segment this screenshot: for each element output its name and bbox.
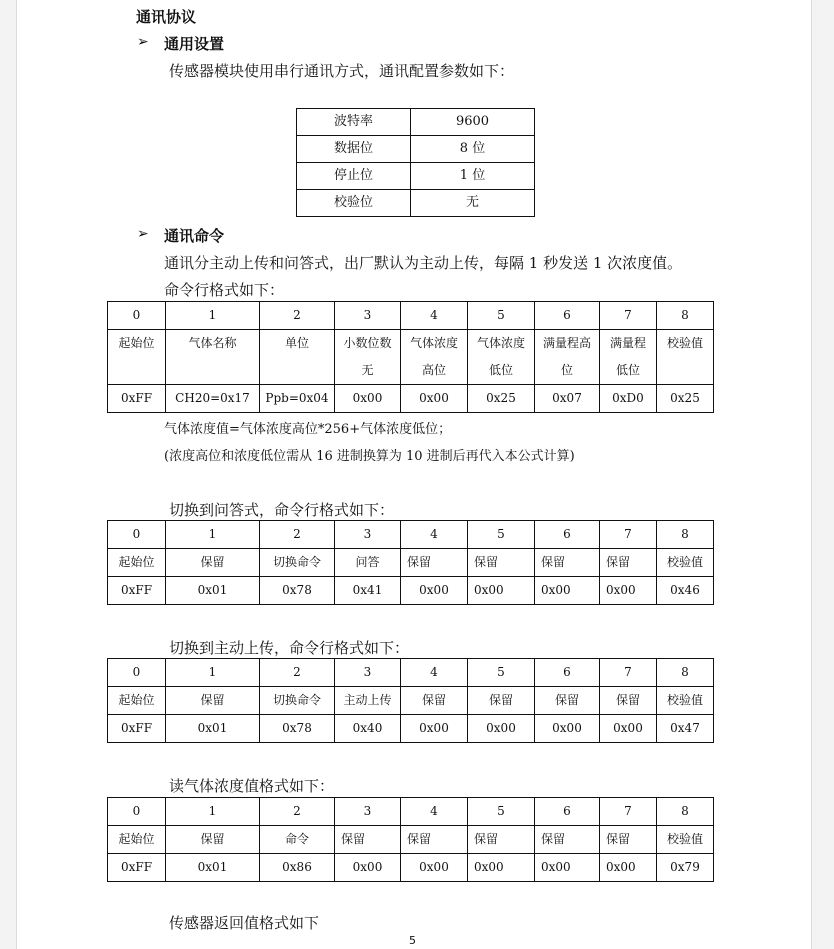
table-cell: 0xFF — [108, 715, 166, 743]
index-row — [108, 659, 714, 687]
table-cell: 保留 — [401, 687, 468, 715]
cell-line: 气体名称 — [188, 336, 237, 350]
table-cell — [468, 330, 535, 385]
table-cell: 0xFF — [108, 854, 166, 882]
label-row — [108, 549, 714, 577]
qa-switch-table — [107, 520, 714, 605]
cell-line: 低位 — [615, 363, 640, 377]
page-number: 5 — [409, 934, 416, 947]
table-cell: 0x00 — [600, 854, 657, 882]
table-cell: 保留 — [600, 549, 657, 577]
commands-description: 通讯分主动上传和问答式，出厂默认为主动上传，每隔 1 秒发送 1 次浓度值。 — [164, 254, 683, 272]
table-cell: 起始位 — [108, 687, 166, 715]
table-cell: 1 — [166, 302, 260, 330]
table-cell: 7 — [600, 521, 657, 549]
table-cell: 4 — [401, 659, 468, 687]
table-cell — [108, 330, 166, 385]
table-cell: 0x78 — [260, 715, 335, 743]
table-cell: 5 — [468, 659, 535, 687]
table-cell: 保留 — [401, 549, 468, 577]
table-cell: 0x00 — [468, 854, 535, 882]
table-cell: 保留 — [600, 826, 657, 854]
index-row — [108, 302, 714, 330]
table-cell: 0x07 — [535, 385, 600, 413]
table-cell: 0x25 — [657, 385, 714, 413]
table-cell — [335, 330, 401, 385]
table-cell: 2 — [260, 302, 335, 330]
table-cell: 6 — [535, 659, 600, 687]
table-cell — [535, 330, 600, 385]
table-cell: 0 — [108, 798, 166, 826]
config-value: 1 位 — [411, 163, 535, 190]
cell-line: 位 — [560, 363, 573, 377]
config-value: 9600 — [411, 109, 535, 136]
return-value-caption: 传感器返回值格式如下 — [169, 914, 320, 932]
table-cell: 4 — [401, 302, 468, 330]
table-cell: 0x40 — [335, 715, 401, 743]
table-cell: 8 — [657, 659, 714, 687]
cell-line: 满量程高 — [542, 336, 591, 350]
config-row — [297, 136, 535, 163]
table-cell: 0x00 — [401, 715, 468, 743]
cell-line: 起始位 — [118, 336, 155, 350]
table-cell: 0x47 — [657, 715, 714, 743]
read-value-table — [107, 797, 714, 882]
cell-line: 满量程 — [609, 336, 646, 350]
table-cell: 0x00 — [401, 854, 468, 882]
cell-line — [108, 357, 165, 384]
label-row — [108, 687, 714, 715]
table-cell: 0 — [108, 521, 166, 549]
table-cell: 3 — [335, 521, 401, 549]
table-cell: 4 — [401, 798, 468, 826]
config-label: 校验位 — [297, 190, 411, 217]
table-cell: 0x41 — [335, 577, 401, 605]
table-cell: 0xFF — [108, 577, 166, 605]
section-title: 通讯协议 — [136, 8, 197, 26]
cell-line: 低位 — [488, 363, 513, 377]
cell-line: 气体浓度 — [409, 336, 458, 350]
table-cell: Ppb=0x04 — [260, 385, 335, 413]
table-cell: 5 — [468, 521, 535, 549]
config-value: 8 位 — [411, 136, 535, 163]
table-cell: 0x79 — [657, 854, 714, 882]
label-row — [108, 826, 714, 854]
value-row — [108, 577, 714, 605]
table-cell: 校验值 — [657, 826, 714, 854]
formula-note: (浓度高位和浓度低位需从 16 进制换算为 10 进制后再代入本公式计算) — [164, 449, 575, 464]
cell-line — [657, 357, 713, 384]
config-row — [297, 109, 535, 136]
table-cell: 0x00 — [535, 715, 600, 743]
general-intro-text: 传感器模块使用串行通讯方式，通讯配置参数如下： — [169, 62, 515, 80]
commands-heading: 通讯命令 — [164, 227, 225, 245]
table-cell: 校验值 — [657, 687, 714, 715]
table-cell — [401, 330, 468, 385]
table-cell: 保留 — [166, 549, 260, 577]
command-format-caption: 命令行格式如下： — [164, 281, 285, 299]
table-cell: 0x00 — [535, 577, 600, 605]
serial-config-table — [296, 108, 535, 217]
table-cell: 0x00 — [401, 577, 468, 605]
table-cell: 4 — [401, 521, 468, 549]
table-cell — [600, 330, 657, 385]
config-label: 数据位 — [297, 136, 411, 163]
table-cell: 1 — [166, 659, 260, 687]
config-label: 波特率 — [297, 109, 411, 136]
table-cell: 0x00 — [335, 854, 401, 882]
command-format-table — [107, 301, 714, 413]
cell-line: 小数位数 — [343, 336, 392, 350]
table-cell: 保留 — [166, 826, 260, 854]
table-cell: 0x00 — [600, 715, 657, 743]
config-row — [297, 190, 535, 217]
table-cell — [657, 330, 714, 385]
table-cell: 切换命令 — [260, 687, 335, 715]
table-cell: 8 — [657, 521, 714, 549]
table-cell: 6 — [535, 798, 600, 826]
table-cell: 保留 — [535, 549, 600, 577]
table-cell: 1 — [166, 798, 260, 826]
value-row — [108, 854, 714, 882]
table-cell: 校验值 — [657, 549, 714, 577]
table-cell: 3 — [335, 798, 401, 826]
table-cell: 0x86 — [260, 854, 335, 882]
cell-line: 无 — [361, 363, 374, 377]
general-settings-heading: 通用设置 — [164, 35, 225, 53]
table-cell: 8 — [657, 302, 714, 330]
table-cell: 0x01 — [166, 715, 260, 743]
table-cell: 7 — [600, 302, 657, 330]
table-cell: CH20=0x17 — [166, 385, 260, 413]
table-cell: 1 — [166, 521, 260, 549]
cell-line: 气体浓度 — [476, 336, 525, 350]
qa-switch-caption: 切换到问答式，命令行格式如下： — [169, 501, 395, 519]
cell-line: 校验值 — [666, 336, 703, 350]
value-row — [108, 715, 714, 743]
bullet-arrow-icon: ➢ — [137, 34, 149, 50]
table-cell: 0x25 — [468, 385, 535, 413]
table-cell: 5 — [468, 302, 535, 330]
config-label: 停止位 — [297, 163, 411, 190]
table-cell — [166, 330, 260, 385]
table-cell: 命令 — [260, 826, 335, 854]
table-cell: 问答 — [335, 549, 401, 577]
table-cell: 0x00 — [401, 385, 468, 413]
table-cell: 保留 — [468, 826, 535, 854]
cell-line: 单位 — [284, 336, 309, 350]
value-row — [108, 385, 714, 413]
table-cell: 6 — [535, 521, 600, 549]
table-cell: 5 — [468, 798, 535, 826]
table-cell: 2 — [260, 521, 335, 549]
active-switch-table — [107, 658, 714, 743]
cell-line: 高位 — [421, 363, 446, 377]
formula-text: 气体浓度值=气体浓度高位*256+气体浓度低位； — [164, 422, 452, 437]
table-cell: 保留 — [468, 549, 535, 577]
table-cell: 0x00 — [468, 577, 535, 605]
table-cell: 保留 — [468, 687, 535, 715]
table-cell: 起始位 — [108, 549, 166, 577]
config-value: 无 — [411, 190, 535, 217]
table-cell: 3 — [335, 302, 401, 330]
table-cell: 保留 — [535, 826, 600, 854]
table-cell: 0xD0 — [600, 385, 657, 413]
table-cell: 保留 — [535, 687, 600, 715]
table-cell: 保留 — [335, 826, 401, 854]
table-cell: 主动上传 — [335, 687, 401, 715]
table-cell: 0x46 — [657, 577, 714, 605]
table-cell: 0x00 — [535, 854, 600, 882]
table-cell: 0 — [108, 659, 166, 687]
cell-line — [166, 357, 259, 384]
table-cell: 0x78 — [260, 577, 335, 605]
label-row — [108, 330, 714, 385]
table-cell: 切换命令 — [260, 549, 335, 577]
index-row — [108, 798, 714, 826]
table-cell — [260, 330, 335, 385]
table-cell: 保留 — [600, 687, 657, 715]
table-cell: 起始位 — [108, 826, 166, 854]
table-cell: 保留 — [166, 687, 260, 715]
table-cell: 2 — [260, 659, 335, 687]
table-cell: 3 — [335, 659, 401, 687]
table-cell: 8 — [657, 798, 714, 826]
cell-line — [260, 357, 334, 384]
table-cell: 0x00 — [335, 385, 401, 413]
table-cell: 0 — [108, 302, 166, 330]
table-cell: 7 — [600, 798, 657, 826]
table-cell: 0xFF — [108, 385, 166, 413]
active-switch-caption: 切换到主动上传，命令行格式如下： — [169, 639, 410, 657]
index-row — [108, 521, 714, 549]
config-row — [297, 163, 535, 190]
table-cell: 0x01 — [166, 854, 260, 882]
table-cell: 2 — [260, 798, 335, 826]
table-cell: 保留 — [401, 826, 468, 854]
table-cell: 0x01 — [166, 577, 260, 605]
bullet-arrow-icon: ➢ — [137, 226, 149, 242]
read-value-caption: 读气体浓度值格式如下： — [169, 777, 335, 795]
table-cell: 6 — [535, 302, 600, 330]
table-cell: 0x00 — [468, 715, 535, 743]
table-cell: 0x00 — [600, 577, 657, 605]
table-cell: 7 — [600, 659, 657, 687]
